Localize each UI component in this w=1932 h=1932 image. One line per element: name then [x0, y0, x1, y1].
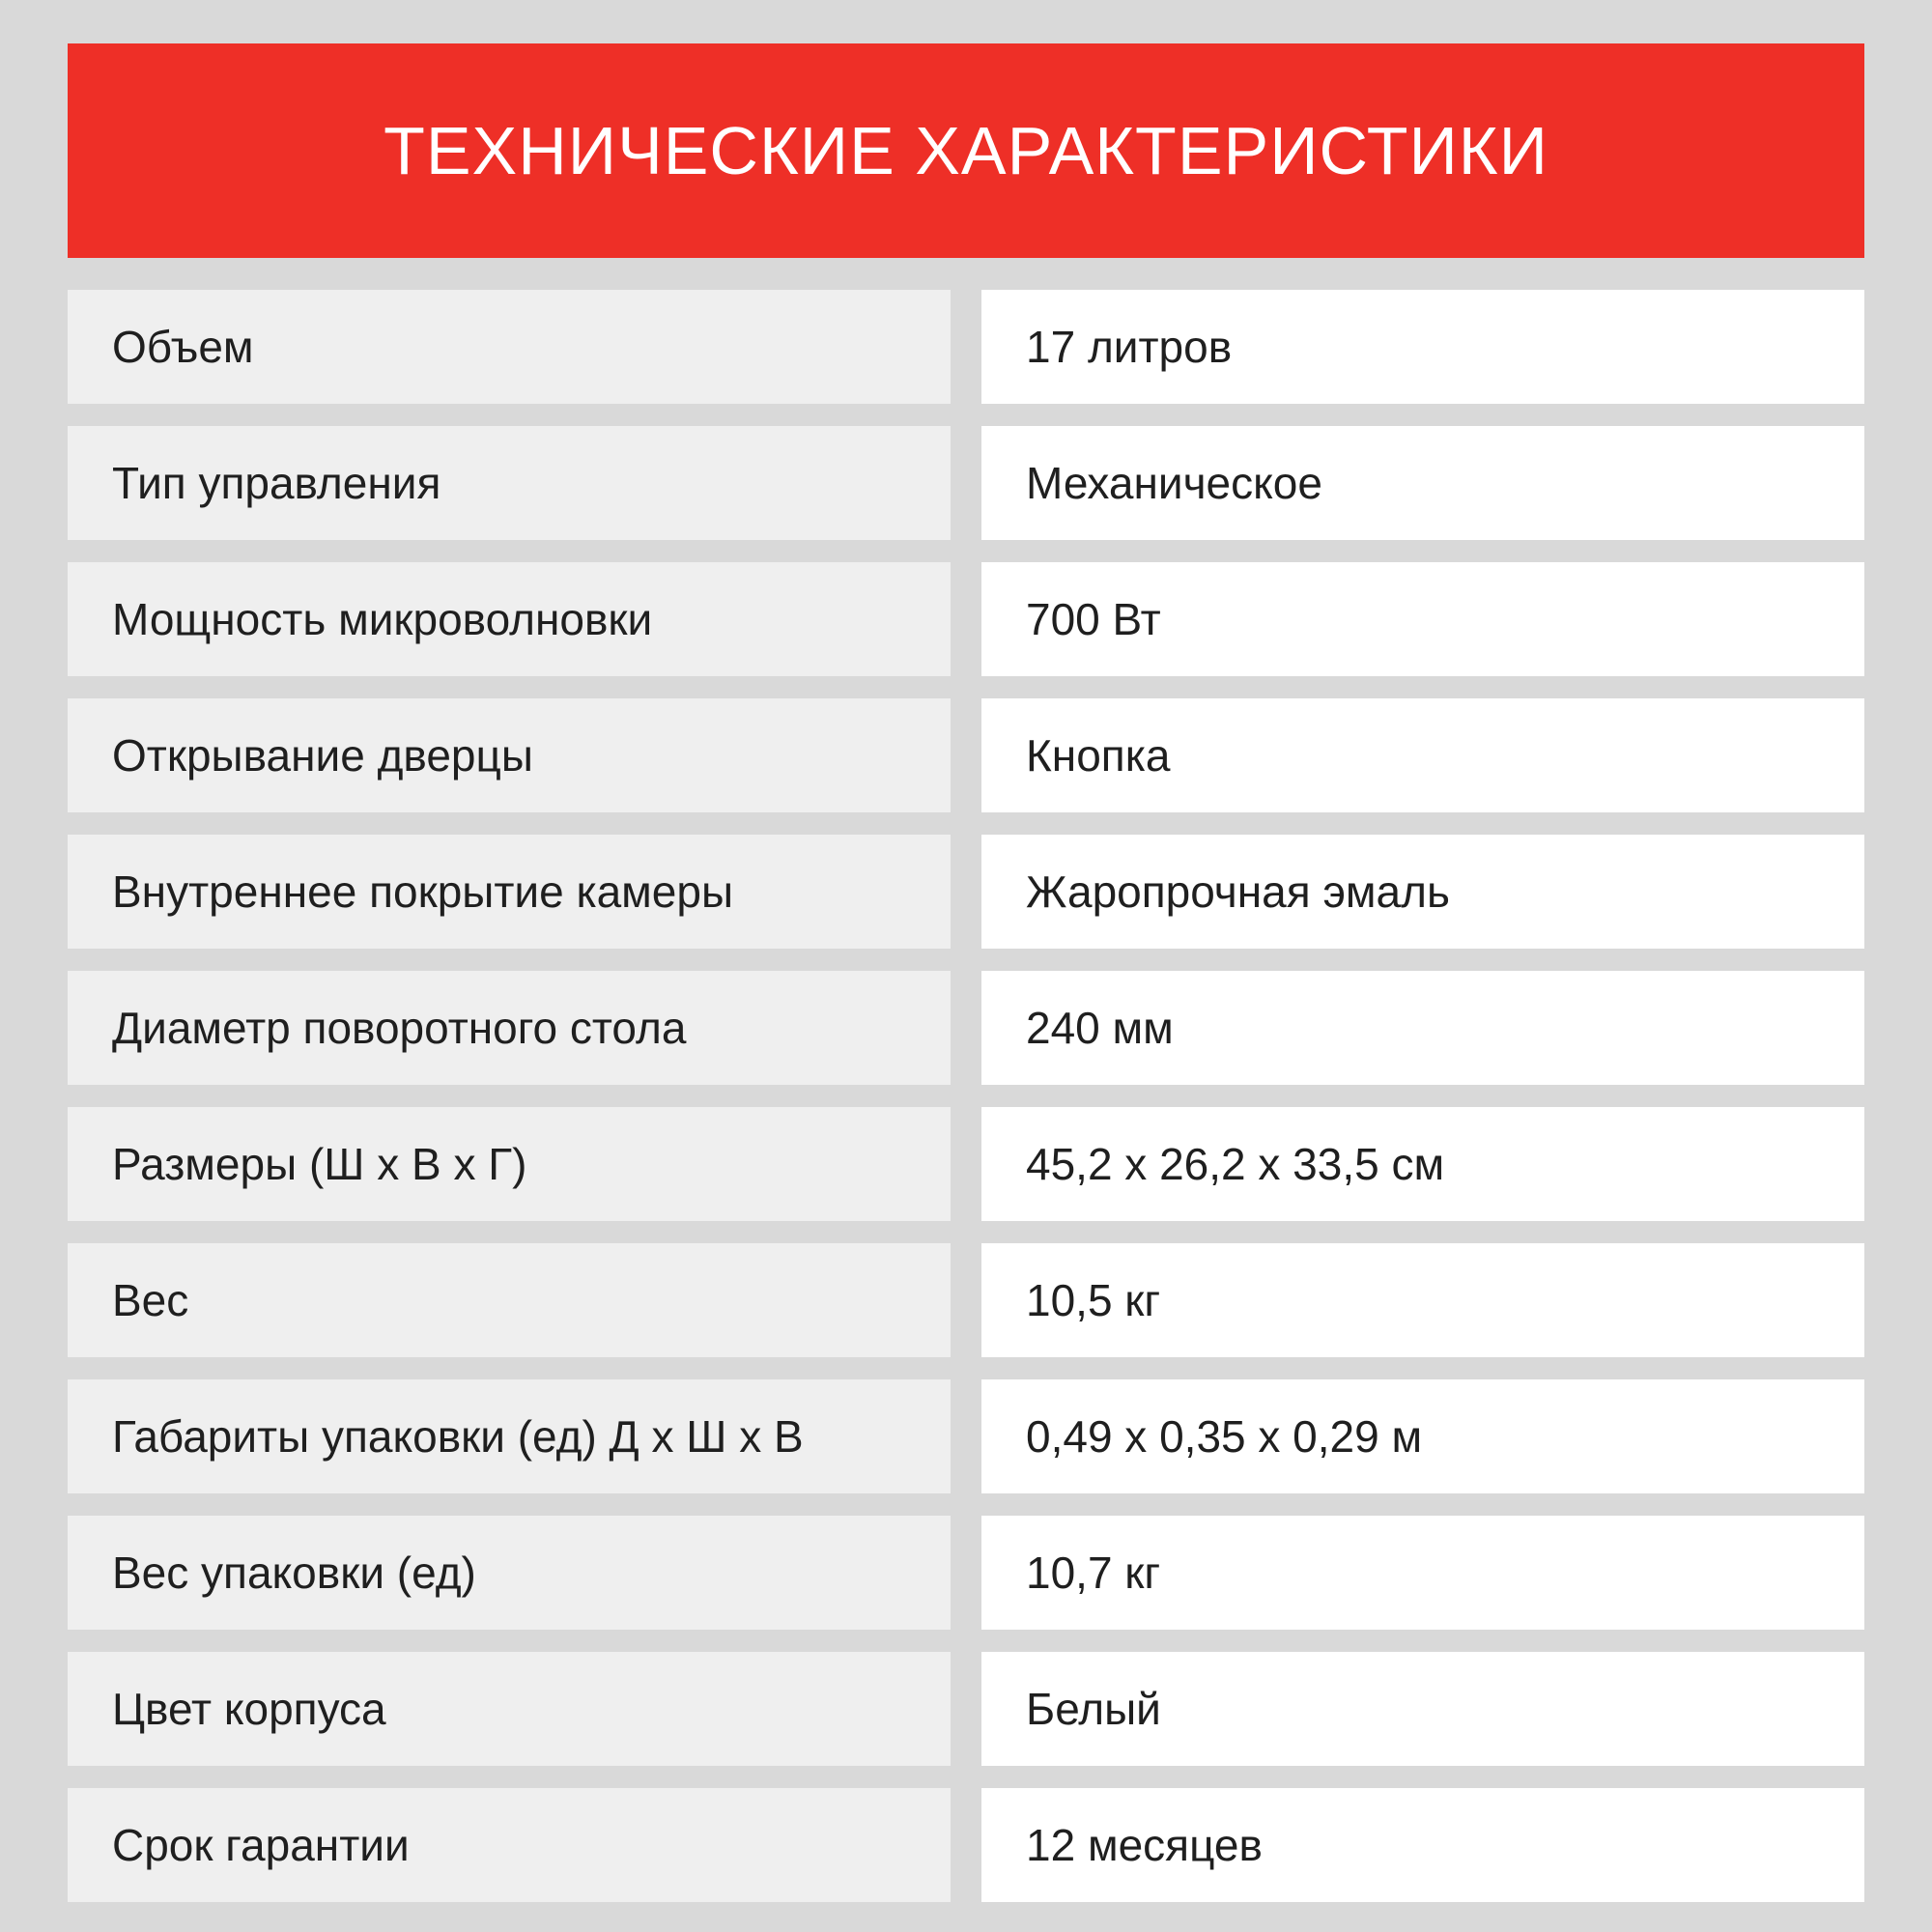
spec-value: Кнопка — [981, 698, 1864, 812]
spec-value: Механическое — [981, 426, 1864, 540]
spec-row — [68, 290, 1864, 404]
spec-row — [68, 562, 1864, 676]
spec-label: Тип управления — [68, 426, 951, 540]
spec-label: Открывание дверцы — [68, 698, 951, 812]
spec-value: 10,7 кг — [981, 1516, 1864, 1630]
spec-value: Жаропрочная эмаль — [981, 835, 1864, 949]
header-banner — [68, 43, 1864, 258]
spec-label: Мощность микроволновки — [68, 562, 951, 676]
spec-value: Белый — [981, 1652, 1864, 1766]
spec-label: Вес — [68, 1243, 951, 1357]
spec-row — [68, 1516, 1864, 1630]
spec-row — [68, 1243, 1864, 1357]
spec-row — [68, 1788, 1864, 1902]
specs-table — [68, 290, 1864, 1924]
spec-row — [68, 698, 1864, 812]
spec-row — [68, 1107, 1864, 1221]
spec-value: 17 литров — [981, 290, 1864, 404]
spec-value: 700 Вт — [981, 562, 1864, 676]
spec-value: 45,2 х 26,2 х 33,5 см — [981, 1107, 1864, 1221]
spec-row — [68, 1379, 1864, 1493]
spec-value: 12 месяцев — [981, 1788, 1864, 1902]
page-title: ТЕХНИЧЕСКИЕ ХАРАКТЕРИСТИКИ — [384, 113, 1548, 188]
spec-value: 10,5 кг — [981, 1243, 1864, 1357]
spec-label: Внутреннее покрытие камеры — [68, 835, 951, 949]
spec-label: Срок гарантии — [68, 1788, 951, 1902]
spec-value: 240 мм — [981, 971, 1864, 1085]
spec-label: Объем — [68, 290, 951, 404]
spec-row — [68, 971, 1864, 1085]
spec-label: Цвет корпуса — [68, 1652, 951, 1766]
spec-row — [68, 1652, 1864, 1766]
spec-label: Размеры (Ш х В х Г) — [68, 1107, 951, 1221]
spec-label: Вес упаковки (ед) — [68, 1516, 951, 1630]
spec-row — [68, 835, 1864, 949]
spec-row — [68, 426, 1864, 540]
spec-label: Габариты упаковки (ед) Д х Ш х В — [68, 1379, 951, 1493]
spec-value: 0,49 х 0,35 х 0,29 м — [981, 1379, 1864, 1493]
spec-label: Диаметр поворотного стола — [68, 971, 951, 1085]
